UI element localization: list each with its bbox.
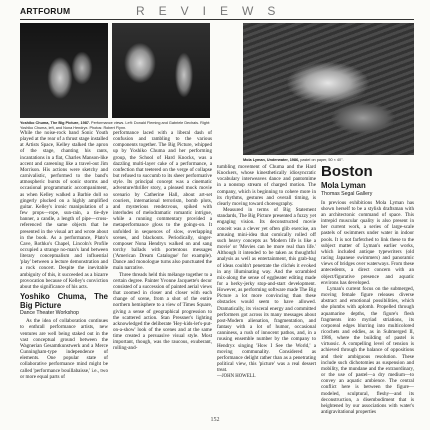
column-1 bbox=[20, 130, 108, 412]
page-header bbox=[20, 6, 414, 20]
caption-right-text: pastel on paper, 50 × 40". bbox=[299, 158, 344, 162]
paragraph: Measured in terms of Big Statement standards, The Big Picture presented a fuzzy yet engaging vision. Its deconstructed movie conceit was a clever yet often glib exercise, an amusing mini-idea that comically rolled off such heavy concepts as 'Modern life is like a movie' or 'Movies can be more real than life.' Although it intended to be taken as thoughtful analysis as well as entertainment, this grab-bag of ideas couldn't penetrate the clichés it evoked in any illuminating way. And the scrambled mix-along the sense of eggbeater editing made for a herky-jerky stop-and-start development. However, as performing software made The Big Picture a lot more convincing than these obstacles would seem to have allowed. Dramatically, its visceral energy and committed performers got across its many messages about post-Modern alienation, fragmentation, and fantasy with a lot of humor, occasional canniness, a rush of innocent pathos, and, in a rousing ensemble number by the company to Hendryx singing 'How I See the World,' a moving communality. Considered as performance delight rather than as a penetrating political view, this 'picture' was a real dessert treat. bbox=[217, 207, 316, 374]
section-title: REVIEWS bbox=[136, 4, 290, 18]
photo-caption-left bbox=[20, 121, 220, 130]
gallery-name: Thomas Segal Gallery bbox=[321, 190, 373, 197]
review-venue: Dance Theater Workshop bbox=[20, 310, 79, 317]
byline: —JOHN HOWELL bbox=[217, 374, 256, 380]
paragraph: tumbling movement of Chuma and the Hard Knockers, whose kinesthetically idiosyncratic vocabulary interweaves dance and pantomime in a nonstop stream of charged motion. The company, which is beginning to cohere more in its rhythms, gestures and overall timing, is clearly moving toward choreography. bbox=[217, 164, 316, 207]
paragraph: While the noise-rock band Sonic Youth played at the rear of a thrust stage installed at Artists Space, Kelley stalked the apron of the stage, chanting his rants, incantations in a flat, Charles Manson-like accent and careening like a travel-out Jim Morrison. His actions were sketchy and carnivalistic, performed to the band's atmospheric bursts of sonic storms and occasional programmatic accompaniment, as when Kelley walked a Barbie doll so gingerly plucked on a highly amplified guitar. Kelley's ironic manipulation of a few props—rope, sun-rain, a tie-dye banner, a candle, a length of pipe—cross-referenced the same objects that he presented in the visual art and wrote about in the book. As a performance, Plato's Cave, Rothko's Chapel, Lincoln's Profile occupied a strange no-man's land between literary conceptualism and influential 'play' between a lecture demonstration and a rock concert. Despite the inevitable ambiguity of this, it succeeded as a bizarre provocation because of Kelley's conviction about the significance of his acts. bbox=[20, 130, 108, 290]
paragraph: In previous exhibitions Mola Lyman has shown herself to be a stylish draftsman with an architectonic command of space. This intrepid muscular quality is also present in her current work, a series of large-scale pastels of swimmers under water in indoor pools. It is not farfetched to link these to the subject matter of Lyman's earlier works, which included antique typewriters (old racing Japanese swimmers) and panoramic views of bridges over waterways. From these antecedents, a direct concern with an object/figurative presence and aquatic environs has developed. bbox=[321, 199, 414, 286]
city-heading: Boston bbox=[321, 163, 373, 180]
paragraph: Three threads held this mélange together to a certain degree. Painter Yvonne Jacquette's decor consisted of a succession of painted aerial views that zoomed in closer and closer with each change of scene, from a shot of the entire northern hemisphere to a view of Times Square, giving a sense of geographical progression to the scattered action. Stan Pressner's lighting acknowledged the deliberate 'Hey-kids-let's-put-on-a-show' look of the scenes and at the same time created a persuasive visual style. Most important, though, was the raucous, exuberant, rolling-and- bbox=[113, 271, 212, 352]
column-3 bbox=[217, 164, 316, 412]
pastel-artwork-photo bbox=[243, 23, 414, 155]
magazine-brand: ARTFORUM bbox=[20, 6, 71, 16]
paragraph: Lyman's current focus on the submerged, moving female figure releases diverse abstract and emotional possibilities, which she plumbs with aplomb. Propelled through aquamarine depths, the figure's flesh fragments into myriad striations, its corporeal edges blurring into multicolored ricochets and eddies, as in Submerged II, 1986, where the building of pastel is virtuosic. A compelling level of tension is achieved through the balance of oppositions and their ambiguous resolution. These include such dichotomies as suspension and mobility, the mundane and the extraordinary, or the use of pastel—a dry medium—to convey an aquatic ambience. The central conflict here is between the figure—modeled, sculptural, fleshy—and its deconstruction, a disembodiment that is heightened by our associations with water's antigravitational properties bbox=[321, 285, 414, 416]
caption-right-title: Mola Lyman, Underwater, 1986, bbox=[243, 158, 300, 162]
paragraph: performance laced with a liberal dash of confusion and rambling to the various components together. The Big Picture, whipped up by Yoshiko Chuma and her performing group, the School of Hard Knocks, was a dazzling multi-layer cake of a performance, a confection that teetered on the verge of collapse but refused to succumb to its sheer performative style. Its principal concept was a cinematic adventure/thriller story, a pleased mock movie scenario by Catherine Hall, about art-set couriers, international terrorism, bomb plots, and mysterious rendezvous, spiked with interludes of melodramatic romantic intrigue, while a running commentary provided a metaperformance gloss to the goings-on. It unfolded in sequences of slow, overlapping scenes, and blackouts. Periodically, singer-composer Nona Hendryx walked on and sang torchy ballads with portentous messages ('American Dream Catalogue' for example). Dance and monologue turns also punctuated the main narrative. bbox=[113, 130, 212, 272]
column-4 bbox=[321, 163, 414, 416]
paragraph: As the idea of collaboration continues to enthrall performance artists, new ventures are well being staked out in the vast conceptual ground between the Wagnerian Gesamtkunstwerk and a Merce Cunningham-type independence of elements. One popular state of collaborative performance mind might be called 'performance bouillabaisse,' i.e., two or more equal parts of bbox=[20, 318, 108, 380]
header-rule bbox=[20, 19, 414, 20]
performance-photo-right bbox=[112, 23, 210, 118]
page-number: 152 bbox=[210, 417, 220, 423]
artist-name: Mola Lyman bbox=[321, 181, 366, 190]
photo-caption-right bbox=[243, 158, 414, 163]
column-2 bbox=[113, 130, 212, 412]
caption-left-text: Performance views. Left: Donald Fleming and Gabriele Dechais. Right: Yoshiko Chuma, left, and Nona Hendryx. Photos: Robert Flynn. bbox=[20, 121, 211, 130]
caption-left-title: Yoshiko Chuma, The Big Picture, 1987. bbox=[20, 121, 90, 125]
review-title: Yoshiko Chuma, The Big Picture bbox=[20, 292, 108, 310]
performance-photo-left bbox=[20, 23, 108, 118]
